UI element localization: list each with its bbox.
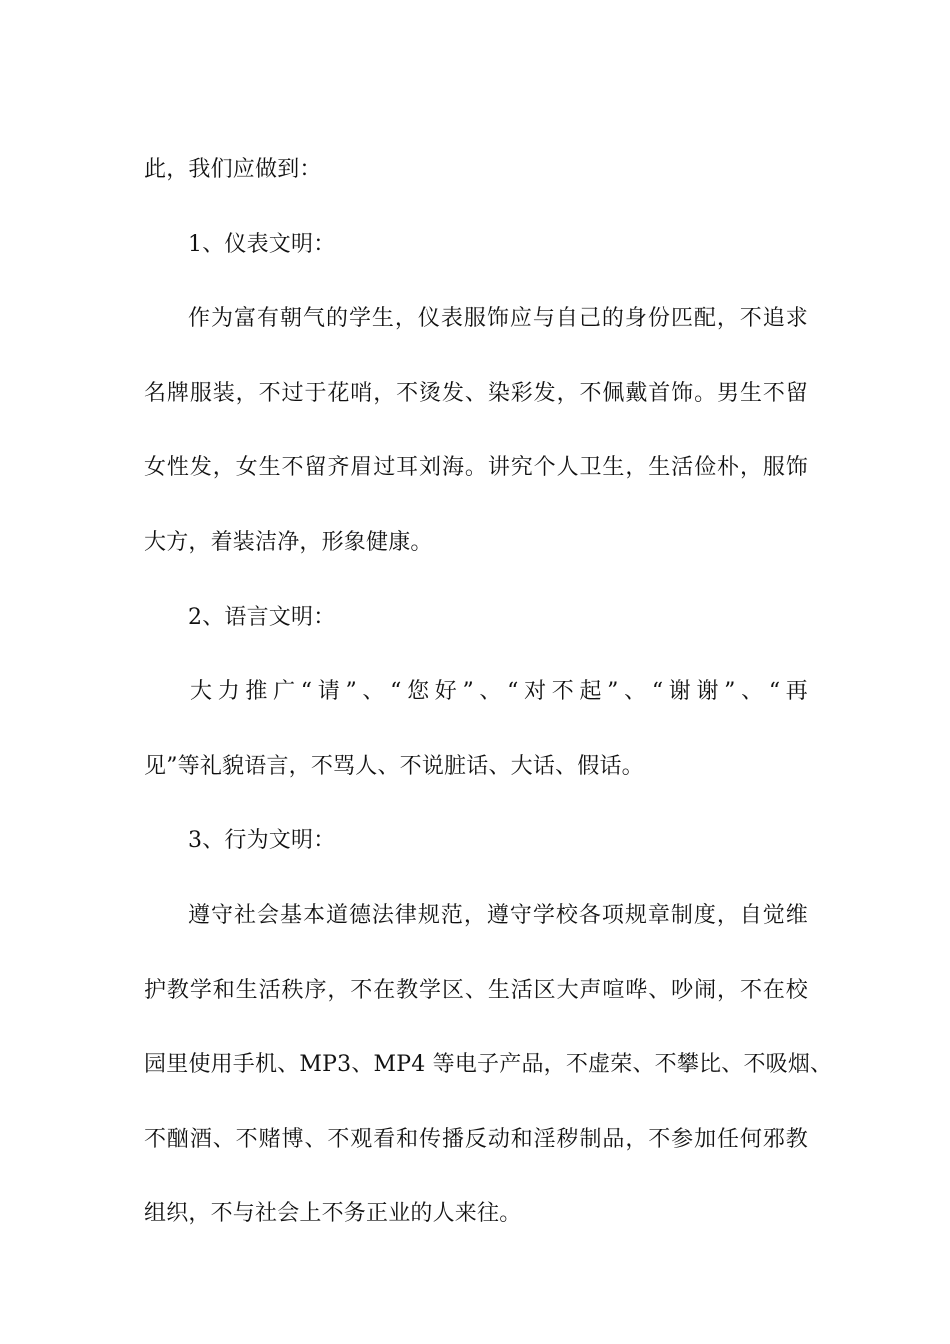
text-line: 作为富有朝气的学生，仪表服饰应与自己的身份匹配，不追求	[188, 306, 808, 332]
text-line: 组织，不与社会上不务正业的人来往。	[144, 1201, 522, 1227]
section-heading-language: 2、语言文明：	[188, 604, 336, 630]
section-heading-behavior: 3、行为文明：	[188, 828, 336, 854]
text-line: 园里使用手机、MP3、MP4 等电子产品，不虚荣、不攀比、不吸烟、	[144, 1052, 833, 1078]
section-heading-appearance: 1、仪表文明：	[188, 231, 336, 257]
text-line: 见”等礼貌语言，不骂人、不说脏话、大话、假话。	[144, 753, 644, 779]
text-line: 此，我们应做到：	[144, 157, 322, 182]
text-line: 大方，着装洁净，形象健康。	[144, 529, 433, 555]
text-line: 女性发，女生不留齐眉过耳刘海。讲究个人卫生，生活俭朴，服饰	[144, 455, 808, 481]
document-body	[144, 133, 833, 1252]
text-line: 大力推广“请”、“您好”、“对不起”、“谢谢”、“再	[190, 679, 808, 705]
text-line: 名牌服装，不过于花哨，不烫发、染彩发，不佩戴首饰。男生不留	[144, 380, 808, 406]
text-line: 护教学和生活秩序，不在教学区、生活区大声喧哗、吵闹，不在校	[144, 977, 808, 1003]
text-line: 不酗酒、不赌博、不观看和传播反动和淫秽制品，不参加任何邪教	[144, 1126, 808, 1152]
text-line: 遵守社会基本道德法律规范，遵守学校各项规章制度，自觉维	[188, 902, 808, 928]
